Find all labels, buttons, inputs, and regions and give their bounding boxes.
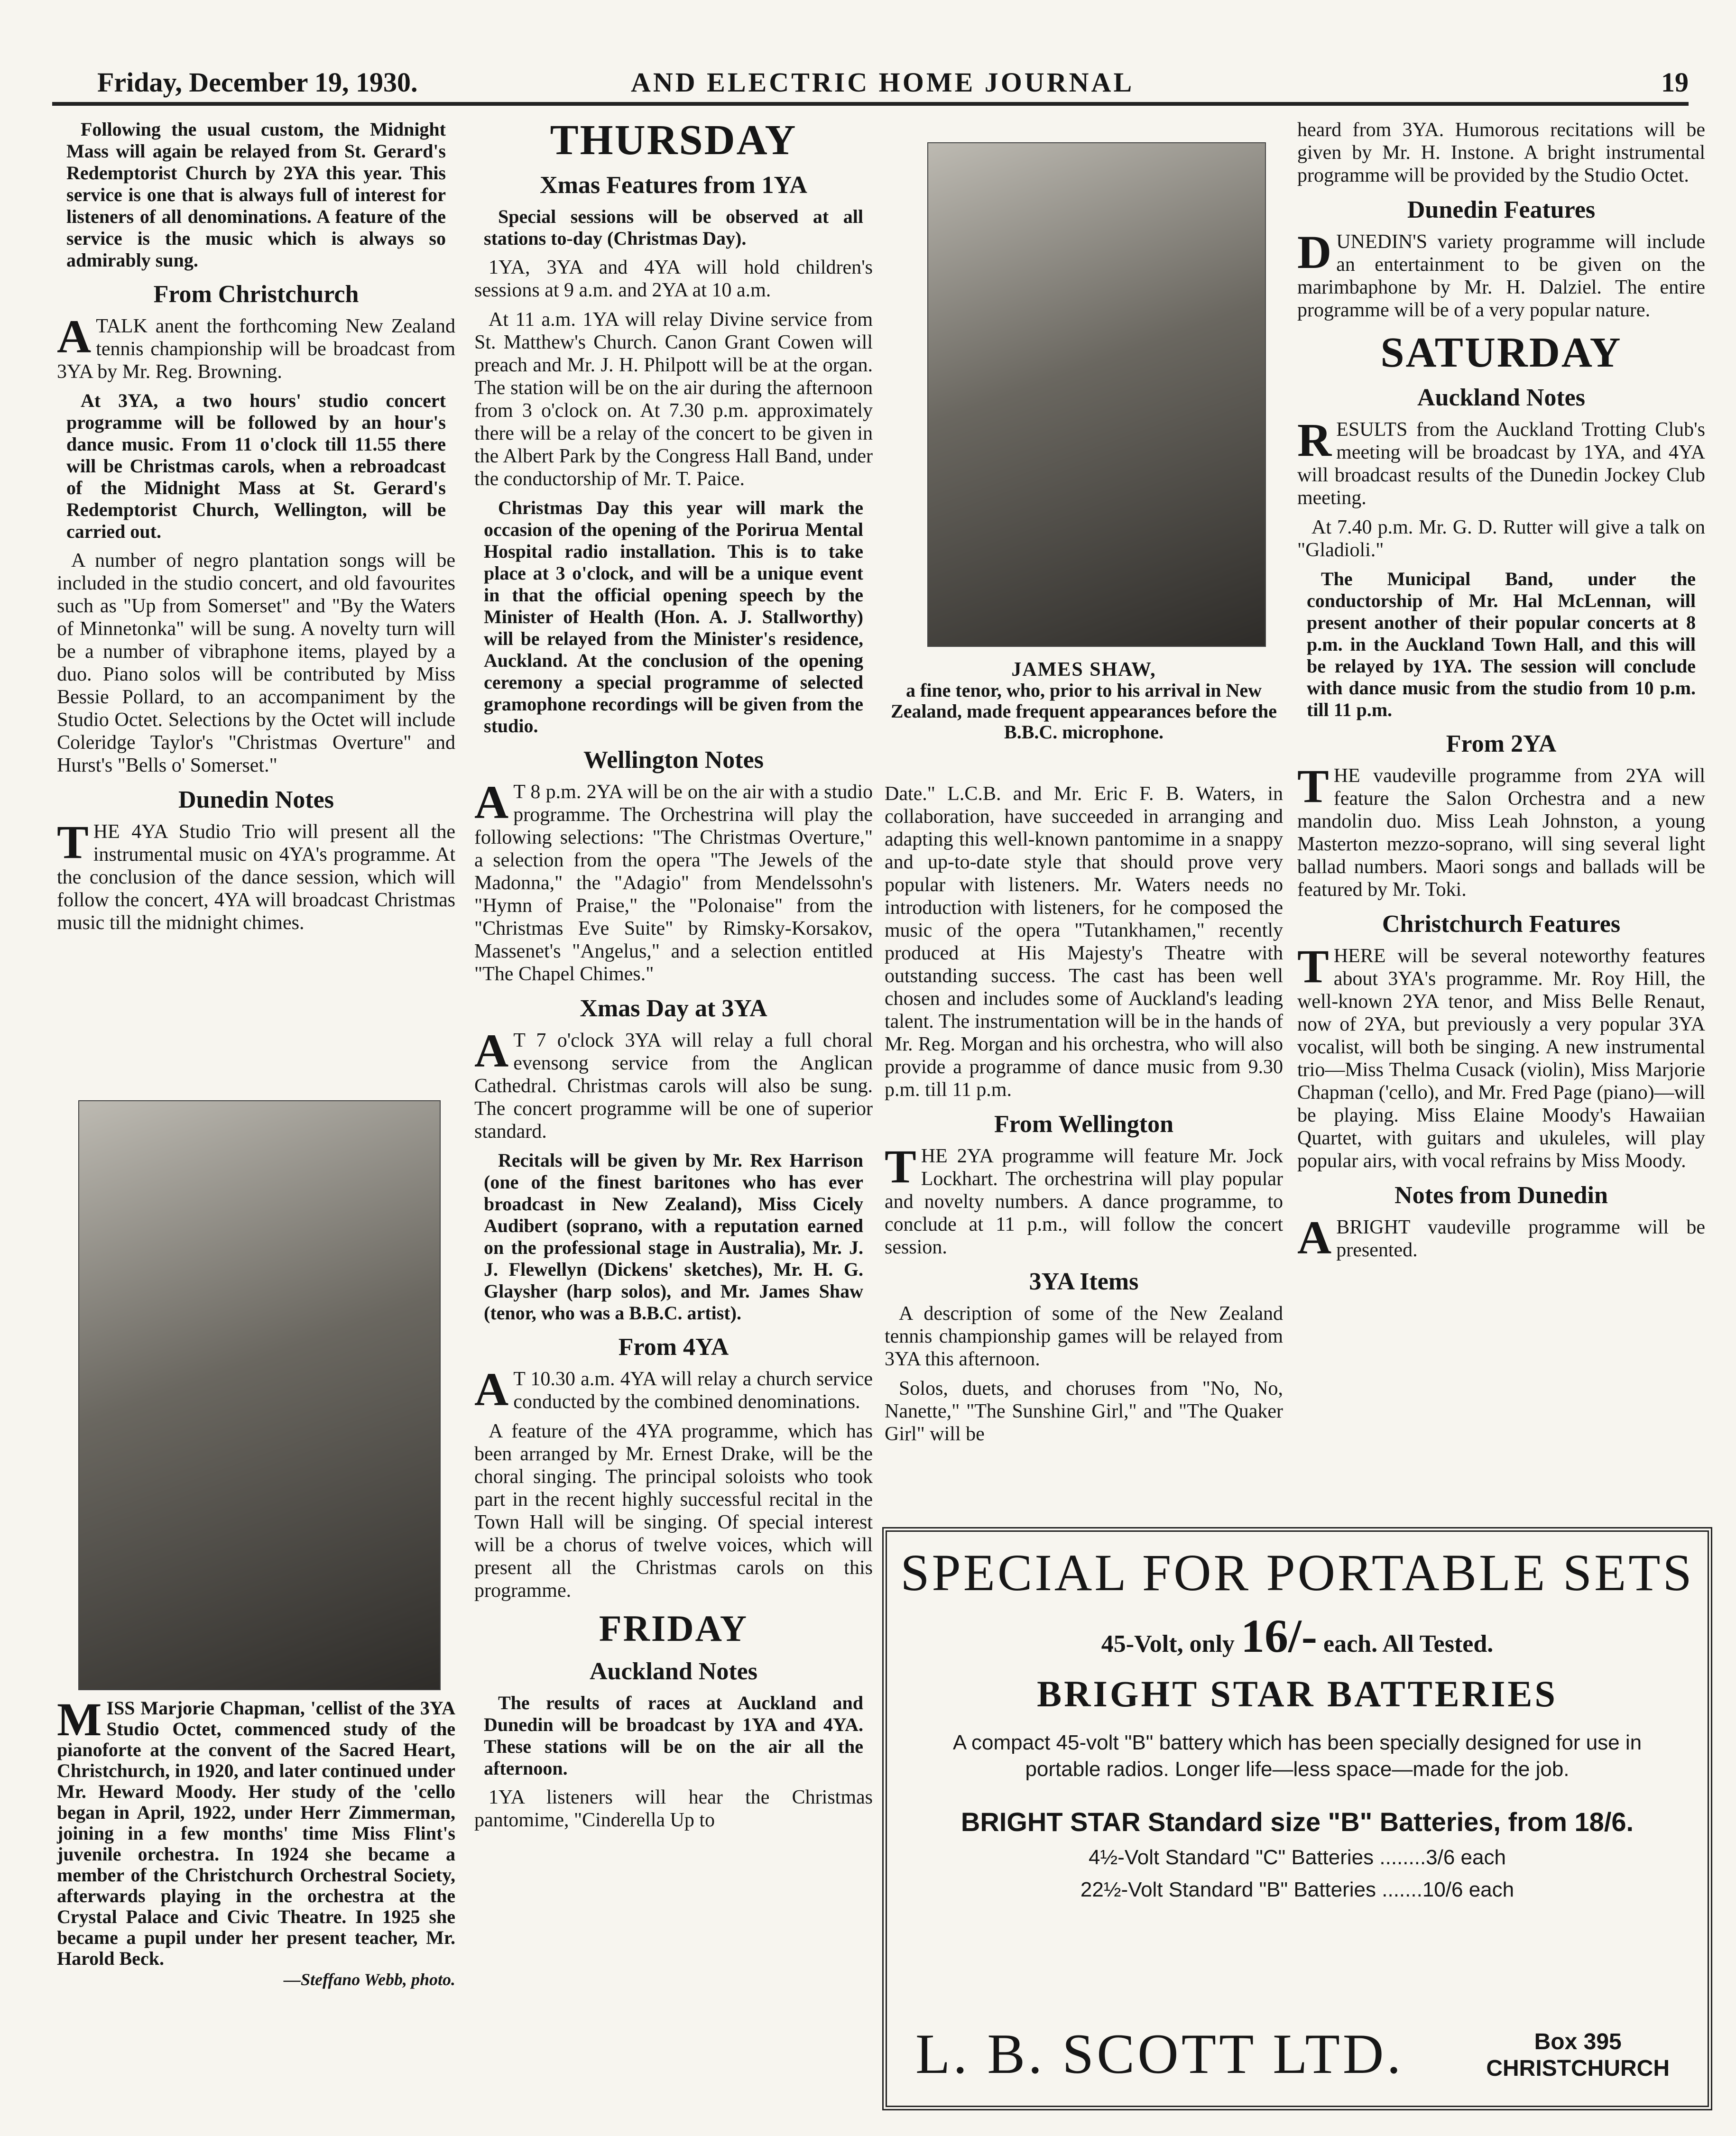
drop-cap: R	[1297, 414, 1332, 466]
caption-name: JAMES SHAW,	[1011, 659, 1156, 681]
heading-from-wellington: From Wellington	[994, 1111, 1173, 1138]
article-paragraph: Special sessions will be observed at all stations to-day (Christmas Day).	[484, 206, 863, 249]
drop-cap: T	[57, 816, 89, 868]
ad-address: Box 395 CHRISTCHURCH	[1486, 2029, 1670, 2081]
ad-company-name: L. B. SCOTT LTD.	[915, 2022, 1404, 2085]
column-4	[1297, 119, 1705, 1268]
article-paragraph: At 7.40 p.m. Mr. G. D. Rutter will give a talk on "Gladioli."	[1297, 516, 1705, 561]
battery-advertisement	[882, 1527, 1712, 2110]
article-paragraph: The results of races at Auckland and Dunedin will be broadcast by 1YA and 4YA. These stations will be on the air all the afternoon.	[484, 1692, 863, 1779]
heading-dunedin-notes: Dunedin Notes	[178, 786, 334, 813]
ad-standard-line: BRIGHT STAR Standard size "B" Batteries, from 18/6.	[960, 1807, 1634, 1837]
article-paragraph: 1YA listeners will hear the Christmas pantomime, "Cinderella Up to	[474, 1786, 873, 1831]
heading-notes-from-dunedin: Notes from Dunedin	[1394, 1182, 1608, 1209]
heading-christchurch-features: Christchurch Features	[1382, 911, 1621, 938]
heading-from-4ya: From 4YA	[618, 1334, 729, 1361]
article-paragraph: Date." L.C.B. and Mr. Eric F. B. Waters, in collaboration, have succeeded in arranging and adapting this well-known pantomime in a snappy and up-to-date style that should prove very popular with listeners. Mr. Waters needs no introduction with listeners, for he composed the music of the opera "Tutankhamen," recently produced at His Majesty's Theatre with outstanding success. The cast has been well chosen and includes some of Auckland's leading talent. The instrumentation will be in the hands of Mr. Reg. Morgan and his orchestra, who will also provide a programme of dance music from 9.30 p.m. till 11 p.m.	[885, 783, 1283, 1101]
caption-text: a fine tenor, who, prior to his arrival in New Zealand, made frequent appearances before the B.B.C. microphone.	[890, 680, 1277, 743]
article-paragraph: DUNEDIN'S variety programme will include an entertainment to be given on the marimbaphone by Mr. H. Dalziel. The entire programme will be of a very popular nature.	[1297, 226, 1705, 321]
heading-from-christchurch: From Christchurch	[153, 281, 359, 308]
drop-cap: T	[1297, 760, 1329, 812]
ad-price-list-item: 4½-Volt Standard "C" Batteries ........3/6 each	[1089, 1846, 1506, 1869]
ad-price-list-item: 22½-Volt Standard "B" Batteries .......10/6 each	[1080, 1878, 1514, 1901]
drop-cap: T	[1297, 940, 1329, 993]
article-paragraph: THE vaudeville programme from 2YA will feature the Salon Orchestra and a new mandolin duo. Miss Leah Johnston, a young Masterton mezzo-soprano, will sing several light ballad numbers. Maori songs and ballads will be featured by Mr. Toki.	[1297, 760, 1705, 901]
photo-james-shaw	[927, 142, 1266, 647]
column-1	[57, 119, 455, 941]
drop-cap: M	[57, 1693, 102, 1746]
heading-wellington-notes: Wellington Notes	[583, 746, 764, 773]
heading-dunedin-features: Dunedin Features	[1407, 196, 1596, 223]
header-page-number: 19	[1661, 67, 1689, 98]
article-paragraph: A number of negro plantation songs will be included in the studio concert, and old favourites such as "Up from Somerset" and "By the Waters of Minnetonka" will be sung. A novelty turn will be a number of vibraphone items, played by a duo. Piano solos will be contributed by Miss Bessie Pollard, to an accompaniment by the Studio Octet. Selections by the Octet will include Coleridge Taylor's "Christmas Overture" and Hurst's "Bells o' Somerset."	[57, 550, 455, 776]
heading-from-2ya: From 2YA	[1446, 730, 1557, 757]
article-paragraph: Christmas Day this year will mark the occasion of the opening of the Porirua Mental Hospital radio installation. This is to take place at 3 o'clock, and will be a unique event in that the official opening speech by the Minister of Health (Hon. A. J. Stallworthy) will be relayed from the Minister's residence, Auckland. At the conclusion of the opening ceremony a special programme of selected gramophone recordings will be given from the studio.	[484, 497, 863, 737]
article-paragraph: THERE will be several noteworthy features about 3YA's programme. Mr. Roy Hill, the well-known 2YA tenor, and Miss Belle Renaut, now of 2YA, but previously a very popular 3YA vocalist, will both be singing. A new instrumental trio—Miss Thelma Cusack (violin), Miss Marjorie Chapman ('cello), and Mr. Fred Page (piano)—will be playing. Miss Elaine Moody's Hawaiian Quartet, with guitars and ukuleles, will play popular airs, with vocal refrains by Miss Moody.	[1297, 940, 1705, 1172]
article-paragraph: ABRIGHT vaudeville programme will be presented.	[1297, 1211, 1705, 1264]
article-paragraph: A T 7 o'clock 3YA will relay a full choral evensong service from the Anglican Cathedral. Christmas carols will also be sung. The concert programme will be one of superior standard.	[474, 1024, 873, 1142]
ad-price: 16/-	[1240, 1610, 1318, 1662]
day-saturday: SATURDAY	[1380, 329, 1622, 376]
heading-auckland-notes: Auckland Notes	[590, 1658, 757, 1685]
drop-cap: A	[474, 1363, 509, 1416]
article-paragraph: Solos, duets, and choruses from "No, No, Nanette," "The Sunshine Girl," and "The Quaker Girl" will be	[885, 1378, 1283, 1445]
header-date: Friday, December 19, 1930.	[97, 67, 418, 98]
article-paragraph: A T 10.30 a.m. 4YA will relay a church service conducted by the combined denominations.	[474, 1363, 873, 1416]
heading-xmas-features: Xmas Features from 1YA	[540, 172, 807, 199]
heading-3ya-items: 3YA Items	[1029, 1268, 1139, 1295]
photo-marjorie-chapman	[78, 1100, 441, 1690]
article-paragraph: At 11 a.m. 1YA will relay Divine service from St. Matthew's Church. Canon Grant Cowen will preach and Mr. J. H. Philpott will be at the organ. The station will be on the air during the afternoon from 3 o'clock on. At 7.30 p.m. approximately there will be a relay of the concert to be given in the Albert Park by the Congress Hall Band, under the conductorship of Mr. T. Paice.	[474, 309, 873, 490]
ad-description: A compact 45-volt "B" battery which has been specially designed for use in portable radios. Longer life—less space—made for the job.	[952, 1731, 1642, 1781]
day-thursday: THURSDAY	[550, 117, 797, 164]
caption-james-shaw	[887, 659, 1281, 743]
article-paragraph: A description of some of the New Zealand tennis championship games will be relayed from 3YA this afternoon.	[885, 1303, 1283, 1370]
column-3	[885, 783, 1283, 1452]
article-paragraph: THE 2YA programme will feature Mr. Jock Lockhart. The orchestrina will play popular and novelty numbers. A dance programme, to conclude at 11 p.m., will follow the concert session.	[885, 1140, 1283, 1258]
page-header	[52, 66, 1689, 100]
column-2	[474, 119, 873, 1838]
drop-cap: T	[885, 1140, 916, 1193]
header-rule	[52, 102, 1689, 106]
drop-cap: A	[474, 1024, 509, 1077]
article-paragraph: heard from 3YA. Humorous recitations will be given by Mr. H. Instone. A bright instrumental programme will be provided by the Studio Octet.	[1297, 119, 1705, 186]
header-journal-title: AND ELECTRIC HOME JOURNAL	[631, 67, 1135, 98]
caption-marjorie-chapman: MISS Marjorie Chapman, 'cellist of the 3YA Studio Octet, commenced study of the pianoforte at the convent of the Sacred Heart, Christchurch, in 1920, and later continued under Mr. Heward Moody. Her study of the 'cello began in April, 1922, under Herr Zimmerman, joining in a few months' time Miss Flint's juvenile orchestra. In 1924 she became a member of the Christchurch Orchestral Society, afterwards playing in the orchestra at the Crystal Palace and Civic Theatre. In 1925 she became a pupil under her present teacher, Mr. Harold Beck. —Steffano Webb, photo.	[57, 1693, 455, 1989]
heading-auckland-notes: Auckland Notes	[1417, 384, 1585, 411]
article-paragraph: 1YA, 3YA and 4YA will hold children's sessions at 9 a.m. and 2YA at 10 a.m.	[474, 257, 873, 301]
article-paragraph: RESULTS from the Auckland Trotting Club's meeting will be broadcast by 1YA, and 4YA will broadcast results of the Dunedin Jockey Club meeting.	[1297, 414, 1705, 509]
midnight-mass-intro: Following the usual custom, the Midnight Mass will again be relayed from St. Gerard's Redemptorist Church by 2YA this year. This service is one that is always full of interest for listeners of all denominations. A feature of the service is the music which is always so admirably sung.	[66, 119, 446, 271]
day-friday: FRIDAY	[599, 1608, 748, 1649]
article-paragraph: Recitals will be given by Mr. Rex Harrison (one of the finest baritones who has ever broadcast in New Zealand), Miss Cicely Audibert (soprano, with a reputation earned on the professional stage in Australia), Mr. J. J. Flewellyn (Dickens' sketches), Mr. H. G. Glaysher (harp solos), and Mr. James Shaw (tenor, who was a B.B.C. artist).	[484, 1150, 863, 1324]
heading-xmas-day-3ya: Xmas Day at 3YA	[580, 995, 767, 1022]
photo-credit: —Steffano Webb, photo.	[283, 1970, 455, 1989]
drop-cap: A	[1297, 1211, 1332, 1264]
ad-headline: SPECIAL FOR PORTABLE SETS	[900, 1544, 1694, 1602]
ad-brand: BRIGHT STAR BATTERIES	[1037, 1673, 1558, 1714]
article-paragraph: ATALK anent the forthcoming New Zealand tennis championship will be broadcast from 3YA by Mr. Reg. Browning.	[57, 310, 455, 383]
article-paragraph: THE 4YA Studio Trio will present all the instrumental music on 4YA's programme. At the conclusion of the dance session, which will follow the concert, 4YA will broadcast Christmas music till the midnight chimes.	[57, 816, 455, 934]
article-paragraph: The Municipal Band, under the conductorship of Mr. Hal McLennan, will present another of their popular concerts at 8 p.m. in the Auckland Town Hall, and this will be relayed by 1YA. The session will conclude with dance music from the studio from 10 p.m. till 11 p.m.	[1307, 568, 1696, 720]
drop-cap: A	[57, 310, 92, 363]
drop-cap: A	[474, 776, 509, 829]
drop-cap: D	[1297, 226, 1332, 278]
article-paragraph: At 3YA, a two hours' studio concert programme will be followed by an hour's dance music. From 11 o'clock till 11.55 there will be Christmas carols, when a rebroadcast of the Midnight Mass at St. Gerard's Redemptorist Church, Wellington, will be carried out.	[66, 390, 446, 542]
article-paragraph: A T 8 p.m. 2YA will be on the air with a studio programme. The Orchestrina will play the following selections: "The Christmas Overture," a selection from the opera "The Jewels of the Madonna," the "Adagio" from Mendelssohn's "Hymn of Praise," the "Polonaise" from the "Christmas Eve Suite" by Rimsky-Korsakov, Massenet's "Angelus," and a selection entitled "The Chapel Chimes."	[474, 776, 873, 985]
article-paragraph: A feature of the 4YA programme, which has been arranged by Mr. Ernest Drake, will be the choral singing. The principal soloists who took part in the recent highly successful recital in the Town Hall will be singing. Of special interest will be a chorus of twelve voices, which will present all the Christmas carols on this programme.	[474, 1420, 873, 1602]
ad-price-line: 45-Volt, only 16/- each. All Tested.	[1101, 1610, 1494, 1662]
